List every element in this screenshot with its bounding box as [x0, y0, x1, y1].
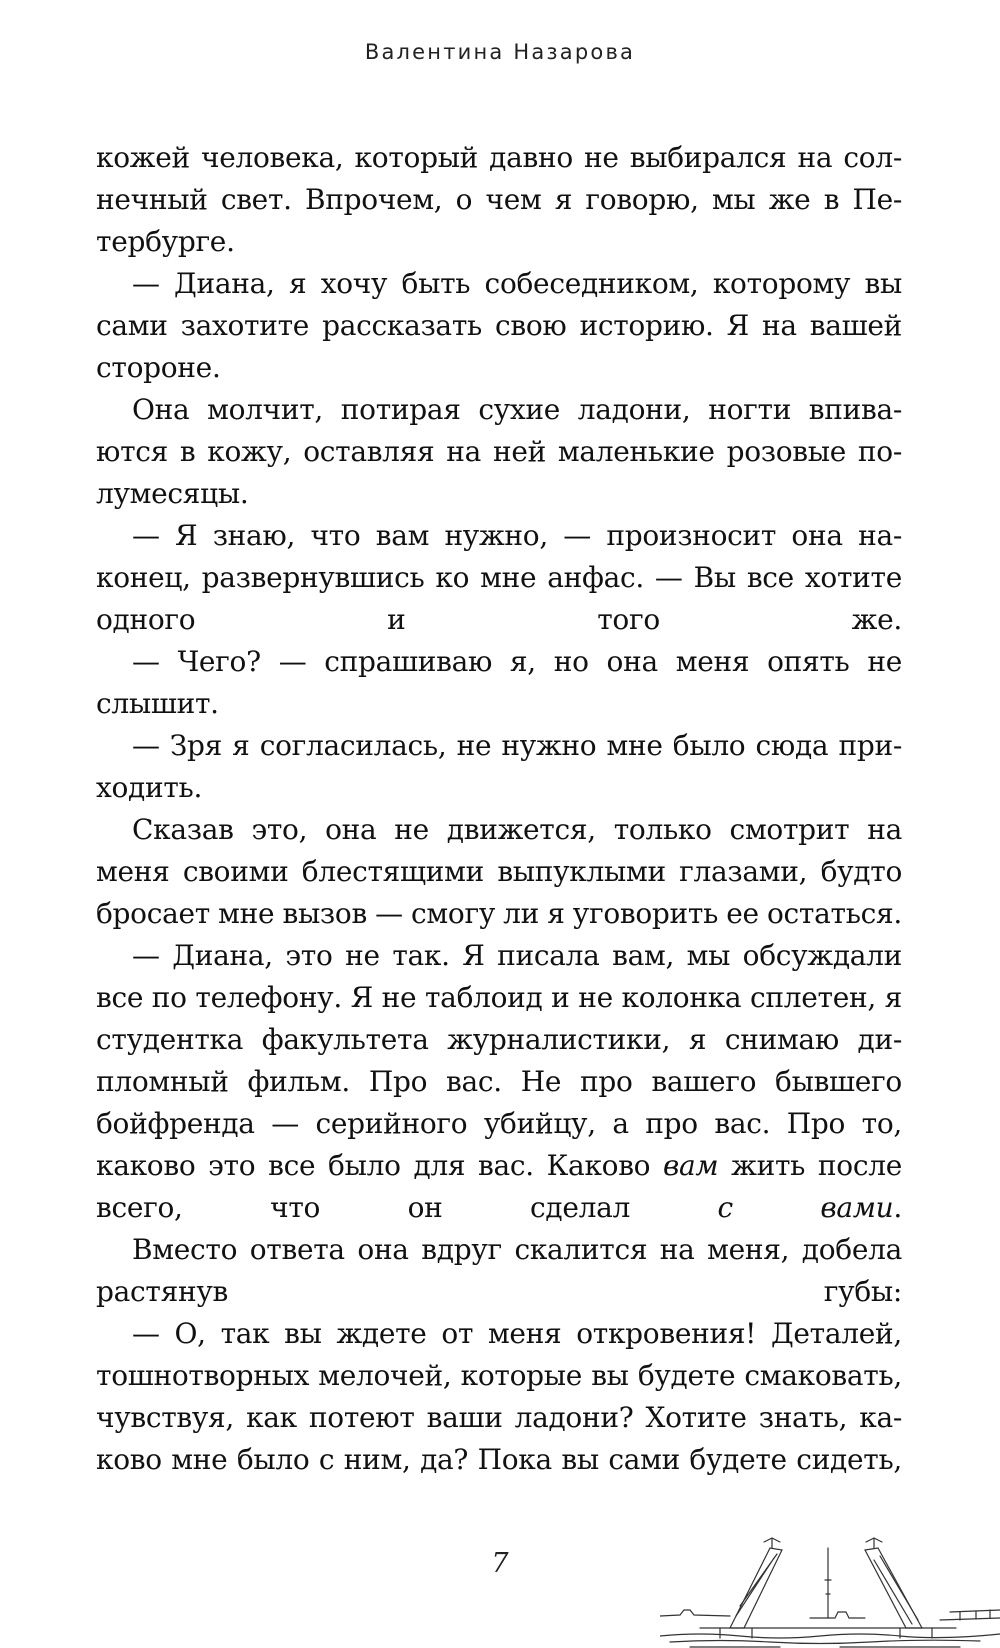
text-line: одного и того же.: [96, 603, 902, 636]
drawbridge-sketch-icon: [660, 1520, 1000, 1648]
text-line: ются в кожу, оставляя на ней маленькие розовые по-: [96, 435, 902, 468]
text-line: растянув губы:: [96, 1275, 902, 1308]
text-line: — Я знаю, что вам нужно, — произносит она на-: [132, 519, 902, 552]
text-line: тербурге.: [96, 225, 235, 258]
text-line: сами захотите рассказать свою историю. Я на вашей: [96, 309, 902, 342]
text-line: — Зря я согласилась, не нужно мне было сюда при-: [132, 729, 902, 762]
text-line: лумесяцы.: [96, 477, 249, 510]
text-line: кожей человека, который давно не выбирался на сол-: [96, 141, 902, 174]
paragraph-5: [96, 641, 902, 725]
text-line: — Диана, я хочу быть собеседником, которому вы: [132, 267, 902, 300]
text-line: все по телефону. Я не таблоид и не колонка сплетен,: [96, 981, 876, 1014]
text-line: пломный фильм. Про вас. Не про вашего бывшего: [96, 1065, 902, 1098]
italic-emphasis: с вами: [717, 1191, 894, 1224]
text-line: — Чего? — спрашиваю я, но она меня опять не: [132, 645, 902, 678]
text-line: Вместо ответа она вдруг скалится на меня, добела: [132, 1233, 902, 1266]
text-line: меня своими блестящими выпуклыми глазами, будто: [96, 855, 902, 888]
text-line: стороне.: [96, 351, 221, 384]
text-segment: .: [893, 1191, 902, 1224]
body-text: [96, 137, 902, 1481]
paragraph-1: [96, 137, 902, 263]
text-line: бойфренда — серийного убийцу, а про вас. Про то,: [96, 1107, 902, 1140]
text-line: слышит.: [96, 687, 219, 720]
paragraph-6: [96, 725, 902, 809]
paragraph-9: [96, 1229, 902, 1313]
text-segment: жить после: [718, 1149, 902, 1182]
paragraph-4: [96, 515, 902, 641]
text-line: — О, так вы ждете от меня откровения! Деталей,: [132, 1317, 902, 1350]
italic-emphasis: вам: [663, 1149, 719, 1182]
running-head: Валентина Назарова: [364, 40, 636, 64]
text-line: бросает мне вызов — смогу ли я уговорить ее остаться.: [96, 897, 902, 930]
page-number: 7: [491, 1548, 509, 1579]
paragraph-8: [96, 935, 902, 1229]
text-line: Она молчит, потирая сухие ладони, ногти впива-: [132, 393, 902, 426]
paragraph-3: [96, 389, 902, 515]
paragraph-2: [96, 263, 902, 389]
paragraph-10: [96, 1313, 902, 1481]
text-segment: всего, что он сделал: [96, 1191, 718, 1224]
text-line: чувствуя, как потеют ваши ладони? Хотите знать, ка-: [96, 1401, 902, 1434]
text-line: ково мне было с ним, да? Пока вы сами будете сидеть,: [96, 1443, 902, 1476]
text-line: я студентка факультета журналистики, я снимаю ди-: [96, 981, 902, 1056]
text-line: тошнотворных мелочей, которые вы будете смаковать,: [96, 1359, 902, 1392]
text-line: ходить.: [96, 771, 203, 804]
text-line: Сказав это, она не движется, только смотрит на: [132, 813, 902, 846]
text-line: — Диана, это не так. Я писала вам, мы обсуждали: [132, 939, 902, 972]
text-line: конец, развернувшись ко мне анфас. — Вы все хотите: [96, 561, 902, 594]
paragraph-7: [96, 809, 902, 935]
text-line: нечный свет. Впрочем, о чем я говорю, мы же в Пе-: [96, 183, 902, 216]
text-segment: каково это все было для вас. Каково: [96, 1149, 664, 1182]
